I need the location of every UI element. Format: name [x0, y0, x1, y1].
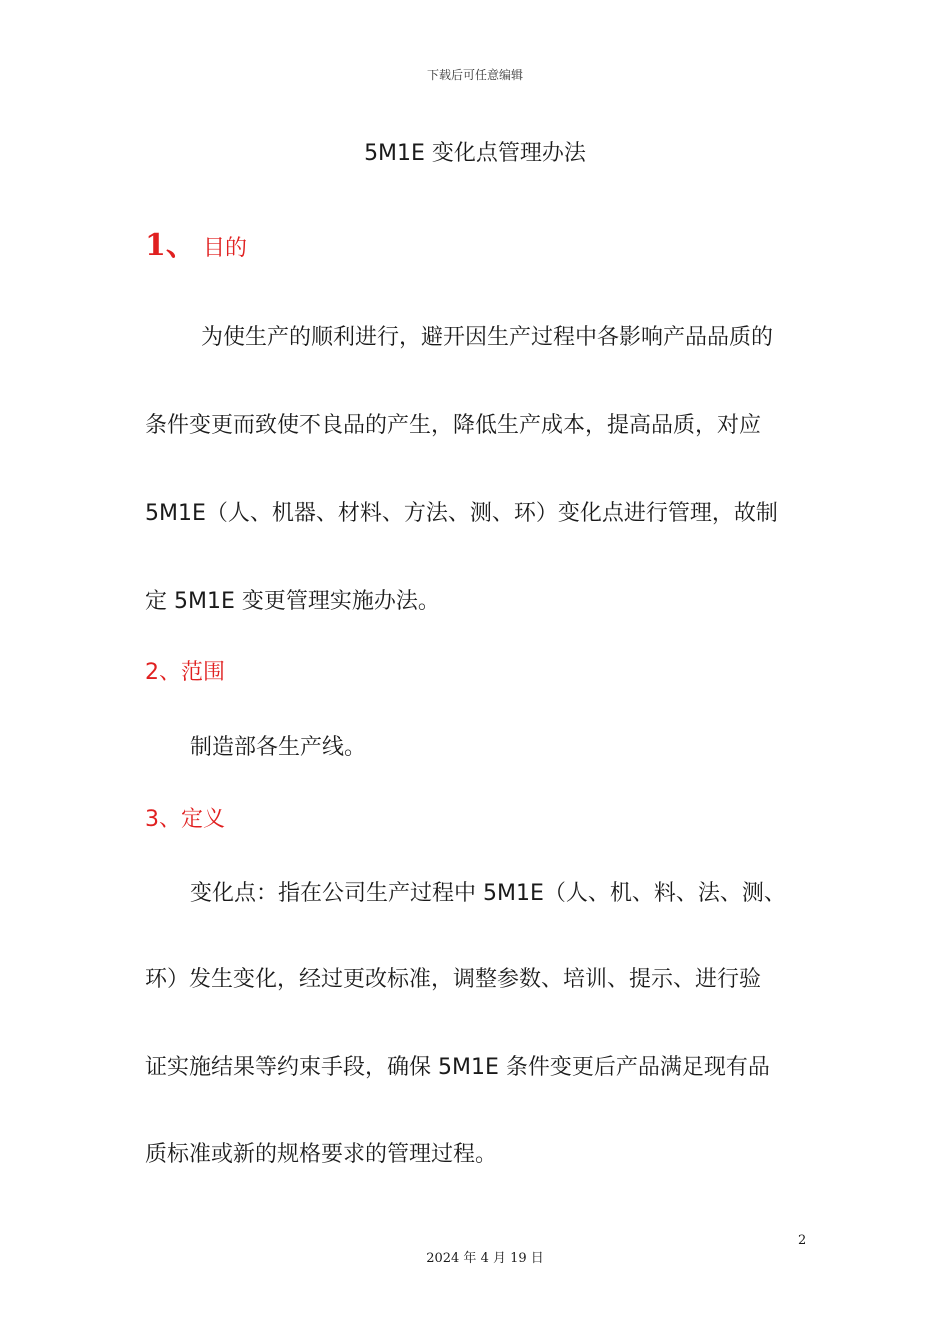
- section-3-line-2: 环）发生变化，经过更改标准，调整参数、培训、提示、进行验: [145, 967, 762, 992]
- section-1-line-1: 为使生产的顺利进行，避开因生产过程中各影响产品品质的: [201, 325, 774, 350]
- section-1-title: 目的: [203, 236, 248, 261]
- section-1-line-2: 条件变更而致使不良品的产生，降低生产成本，提高品质，对应: [145, 413, 762, 438]
- section-3-line-4: 质标准或新的规格要求的管理过程。: [145, 1142, 498, 1167]
- footer-date: 2024 年 4 月 19 日: [426, 1251, 544, 1266]
- section-3-line-3: 证实施结果等约束手段，确保 5M1E 条件变更后产品满足现有品: [145, 1055, 770, 1080]
- page-number: 2: [798, 1233, 807, 1248]
- section-2-heading: 2、范围: [145, 660, 225, 685]
- section-1-number: 1、: [145, 228, 196, 263]
- header-note: 下载后可任意编辑: [426, 68, 523, 82]
- document-title: 5M1E 变化点管理办法: [364, 141, 586, 166]
- section-3-heading: 3、定义: [145, 807, 225, 832]
- section-1-line-4: 定 5M1E 变更管理实施办法。: [145, 589, 440, 614]
- section-2-body: 制造部各生产线。: [190, 735, 367, 760]
- section-1-line-3: 5M1E（人、机器、材料、方法、测、环）变化点进行管理，故制: [145, 501, 778, 526]
- section-3-line-1: 变化点：指在公司生产过程中 5M1E（人、机、料、法、测、: [190, 881, 786, 906]
- section-1-heading: [145, 220, 247, 264]
